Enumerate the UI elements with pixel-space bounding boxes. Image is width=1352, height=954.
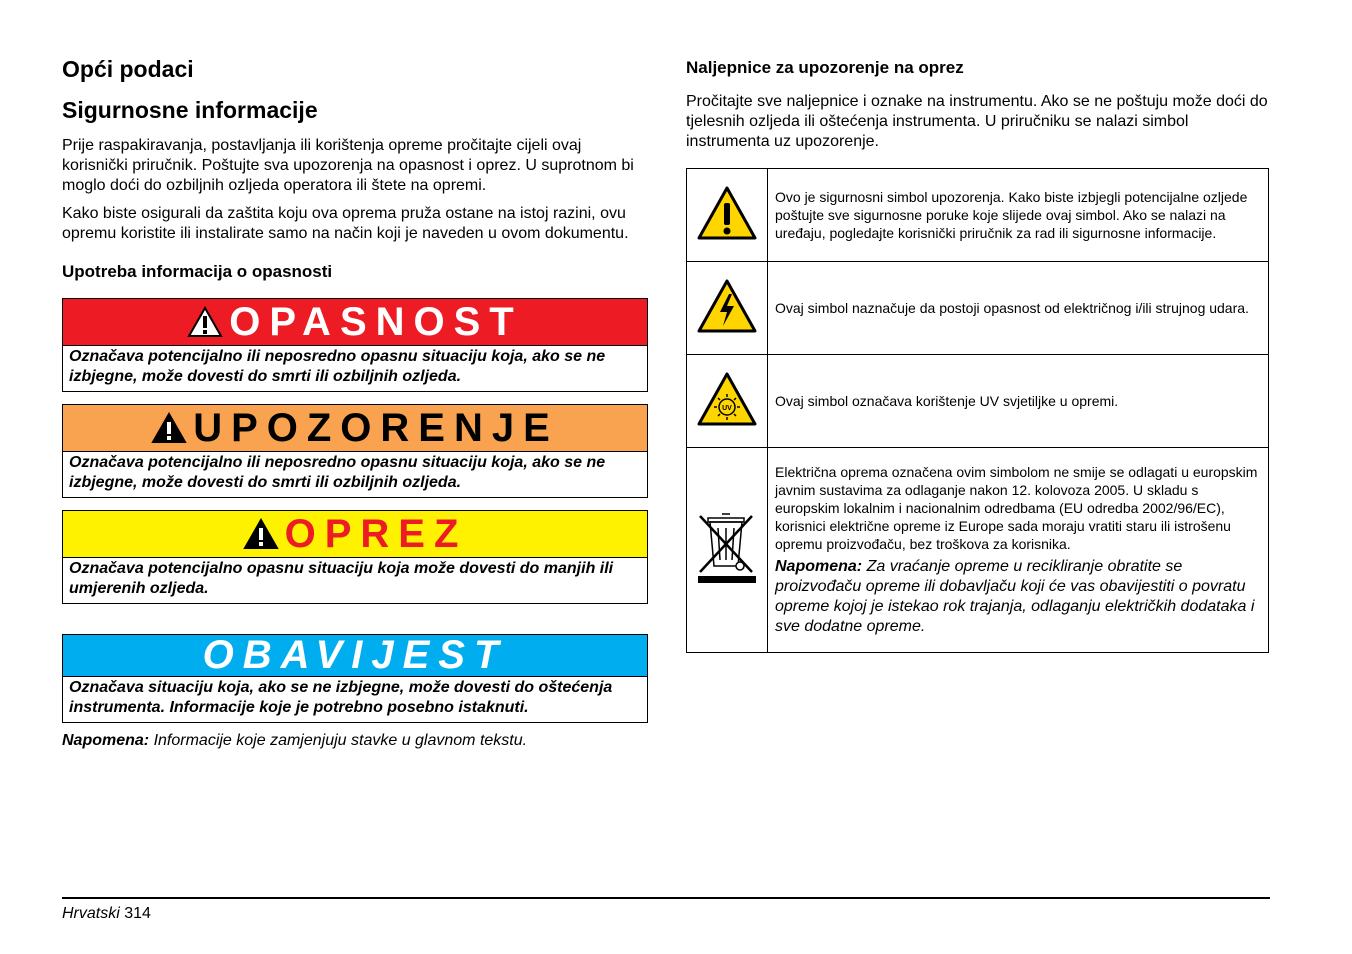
- danger-box: [62, 298, 648, 392]
- labels-heading: Naljepnice za upozorenje na oprez: [686, 58, 964, 77]
- symbol-description: Ovo je sigurnosni simbol upozorenja. Kako biste izbjegli potencijalne ozljede poštujte sve sigurnosne poruke koje slijede ovaj simbol. Ako se nalazi na uređaju, pogledajte korisnički priručnik za rad ili sigurnosne informacije.: [768, 169, 1269, 262]
- page-title: Opći podaci: [62, 56, 194, 82]
- warning-triangle-icon: [243, 518, 279, 550]
- symbol-description: Ovaj simbol naznačuje da postoji opasnost od električnog i/ili strujnog udara.: [768, 262, 1269, 355]
- weee-note: [775, 557, 1261, 637]
- table-row: [687, 448, 1269, 653]
- danger-label: OPASNOST: [229, 300, 523, 344]
- notice-box: [62, 634, 648, 723]
- intro-paragraph: Prije raspakiravanja, postavljanja ili korištenja opreme pročitajte cijeli ovaj korisnički priručnik. Poštujte sva upozorenja na opasnost i oprez. U suprotnom bi moglo doći do ozbiljnih ozljeda operatora ili štete na opremi.: [62, 137, 634, 194]
- footer-divider: [62, 897, 1270, 899]
- caution-text: Označava potencijalno opasnu situaciju koja može dovesti do manjih ili umjerenih ozljeda.: [69, 560, 614, 597]
- warning-header: [63, 405, 647, 452]
- weee-note-label: Napomena:: [775, 558, 863, 575]
- table-row: [687, 262, 1269, 355]
- labels-paragraph: Pročitajte sve naljepnice i oznake na instrumentu. Ako se ne poštuju može doći do tjelesnih ozljeda ili oštećenja instrumenta. U priručniku se nalazi simbol instrumenta uz upozorenje.: [686, 93, 1268, 150]
- symbols-table: [686, 168, 1269, 653]
- weee-bin-icon: [694, 510, 760, 586]
- icon-cell: [687, 262, 768, 355]
- warning-triangle-icon: [151, 412, 187, 444]
- caution-box: [62, 510, 648, 604]
- uv-light-icon: [696, 371, 758, 427]
- danger-text: Označava potencijalno ili neposredno opasnu situaciju koja, ako se ne izbjegne, može dovesti do smrti ili ozbiljnih ozljeda.: [69, 348, 606, 385]
- notice-label: OBAVIJEST: [202, 633, 508, 677]
- notice-text: Označava situaciju koja, ako se ne izbjegne, može dovesti do oštećenja instrumenta. Informacije koje je potrebno posebno istaknuti.: [69, 679, 613, 716]
- notice-header: [63, 635, 647, 677]
- warning-box: [62, 404, 648, 498]
- symbol-description: Električna oprema označena ovim simbolom ne smije se odlagati u europskim javnim sustavima za odlaganje nakon 12. kolovoza 2005. U skladu s europskim lokalnim i nacionalnim odredbama (EU odredba 2002/96/EC), korisnici električne opreme iz Europe sada moraju vratiti staru ili istrošenu opremu proizvođaču, bez troškova za korisnika.: [775, 464, 1258, 552]
- electric-shock-icon: [696, 278, 758, 334]
- symbol-description: Ovaj simbol označava korištenje UV svjetiljke u opremi.: [768, 355, 1269, 448]
- protection-paragraph: Kako biste osigurali da zaštita koju ova oprema pruža ostane na istoj razini, ovu opremu koristite ili instalirate samo na način koji je naveden u ovom dokumentu.: [62, 205, 629, 242]
- icon-cell: [687, 355, 768, 448]
- hazard-info-heading: Upotreba informacija o opasnosti: [62, 262, 333, 281]
- icon-cell: [687, 448, 768, 653]
- warning-label: UPOZORENJE: [193, 406, 559, 450]
- caution-label: OPREZ: [284, 512, 468, 556]
- warning-text: Označava potencijalno ili neposredno opasnu situaciju koja, ako se ne izbjegne, može dovesti do smrti ili ozbiljnih ozljeda.: [69, 454, 606, 491]
- caution-header: [63, 511, 647, 558]
- warning-triangle-icon: [696, 185, 758, 241]
- page-number: 314: [124, 905, 151, 922]
- footer-language: Hrvatski: [62, 905, 120, 922]
- uv-icon-label: UV: [722, 404, 732, 412]
- table-row: [687, 169, 1269, 262]
- table-row: [687, 355, 1269, 448]
- weee-cell: [768, 448, 1269, 653]
- left-column: [62, 56, 648, 751]
- icon-cell: [687, 169, 768, 262]
- warning-triangle-icon: [187, 306, 223, 338]
- section-title: Sigurnosne informacije: [62, 97, 318, 123]
- danger-header: [63, 299, 647, 346]
- note: [62, 731, 648, 751]
- note-label: Napomena:: [62, 732, 150, 749]
- right-column: [686, 58, 1269, 653]
- footer: [62, 905, 151, 923]
- weee-note-text: Za vraćanje opreme u recikliranje obratite se proizvođaču opreme ili dobavljaču koji će vas obavijestiti o povratu opreme kojoj je istekao rok trajanja, odlaganju električkih dodataka i sve dodatne opreme.: [775, 558, 1255, 635]
- note-text: Informacije koje zamjenjuju stavke u glavnom tekstu.: [153, 732, 528, 749]
